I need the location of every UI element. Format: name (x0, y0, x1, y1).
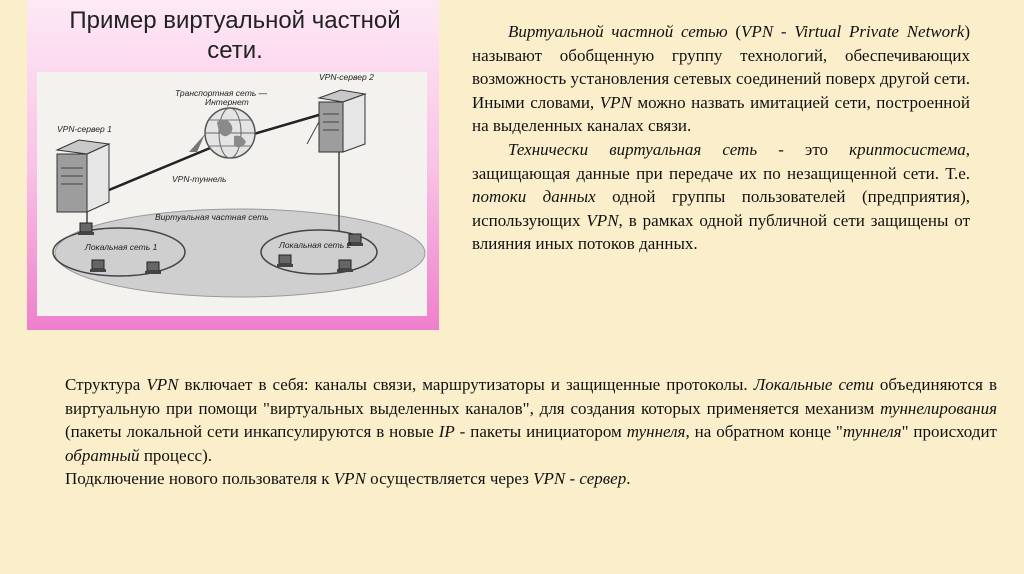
label-lan1: Локальная сеть 1 (85, 242, 158, 252)
text-span: , защищающая данные при передаче их по незащищенной сети. Т.е. (472, 139, 970, 183)
term-vpn: VPN (599, 92, 632, 112)
server-icon (319, 90, 365, 152)
text-span: осуществляется через (365, 469, 534, 489)
label-lan2: Локальная сеть 2 (279, 240, 352, 250)
text-span: ) называют обобщенную группу технологий, обеспечивающих возможность установления сетевых соединений поверх другой сети. Иными словами, (472, 22, 970, 112)
text-span: " происходит (901, 422, 997, 442)
computer-icon (78, 223, 94, 235)
text-span: включает в себя: каналы связи, маршрутизаторы и защищенные протоколы. (178, 375, 754, 394)
term-local-networks: Локальные сети (753, 375, 874, 394)
text-span: Структура (65, 375, 147, 394)
term-vpn: VPN (146, 375, 179, 394)
term-vpn: VPN (586, 210, 619, 230)
label-transport-1: Транспортная сеть — (175, 88, 268, 98)
computer-icon (145, 262, 161, 274)
definition-text (472, 20, 970, 256)
label-tunnel: VPN-туннель (172, 174, 227, 184)
structure-paragraph (65, 373, 997, 467)
text-span: - пакеты инициатором (454, 422, 627, 442)
label-server1: VPN-сервер 1 (57, 124, 112, 134)
label-server2: VPN-сервер 2 (319, 72, 374, 82)
slide-title: Пример виртуальной частной сети. (69, 7, 401, 64)
text-span: процесс). (139, 445, 212, 465)
term-vpn: VPN (333, 469, 366, 489)
text-span: . (626, 469, 631, 489)
definition-paragraph (472, 20, 970, 138)
server-icon (57, 140, 109, 212)
text-span: можно назвать имитацией сети, построенной на выделенных каналах связи. (472, 92, 970, 136)
term-vpn-server: VPN - сервер (533, 469, 627, 489)
computer-icon (277, 255, 293, 267)
technical-paragraph (472, 138, 970, 256)
term-cryptosystem: криптосистема (849, 139, 966, 159)
connection-paragraph (65, 467, 997, 491)
text-span: одной группы пользователей (предприятия), использующих (472, 187, 970, 230)
computer-icon (337, 260, 353, 272)
term-ip: IP (438, 422, 455, 442)
term-tunnel: туннеля (842, 422, 902, 442)
label-vpn: Виртуальная частная сеть (155, 212, 269, 222)
term-reverse: обратный (65, 445, 140, 465)
term-vpn-network: Виртуальной частной сетью (508, 22, 728, 41)
label-transport-2: Интернет (205, 97, 249, 107)
text-span: , на обратном конце " (685, 422, 843, 442)
text-span: объединяются в виртуальную при помощи "виртуальных выделенных каналов", для создания которых применяется механизм (65, 375, 997, 418)
vpn-ellipse (55, 209, 425, 297)
text-span: Подключение нового пользователя к (65, 469, 334, 489)
text-span: (пакеты локальной сети инкапсулируются в новые (65, 422, 439, 442)
term-tunneling: туннелирования (880, 398, 997, 418)
text-span: - это (757, 139, 850, 159)
computer-icon (90, 260, 106, 272)
term-tunnel: туннеля (626, 422, 686, 442)
term-technical: Технически виртуальная сеть (508, 139, 758, 159)
term-data-flows: потоки данных (472, 187, 596, 207)
vpn-diagram (37, 72, 427, 316)
structure-text (65, 373, 997, 491)
term-vpn-full: VPN - Virtual Private Network (741, 22, 965, 41)
text-span: ( (727, 22, 742, 41)
text-span: , в рамках одной публичной сети защищены от влияния иных потоков данных. (472, 210, 970, 254)
